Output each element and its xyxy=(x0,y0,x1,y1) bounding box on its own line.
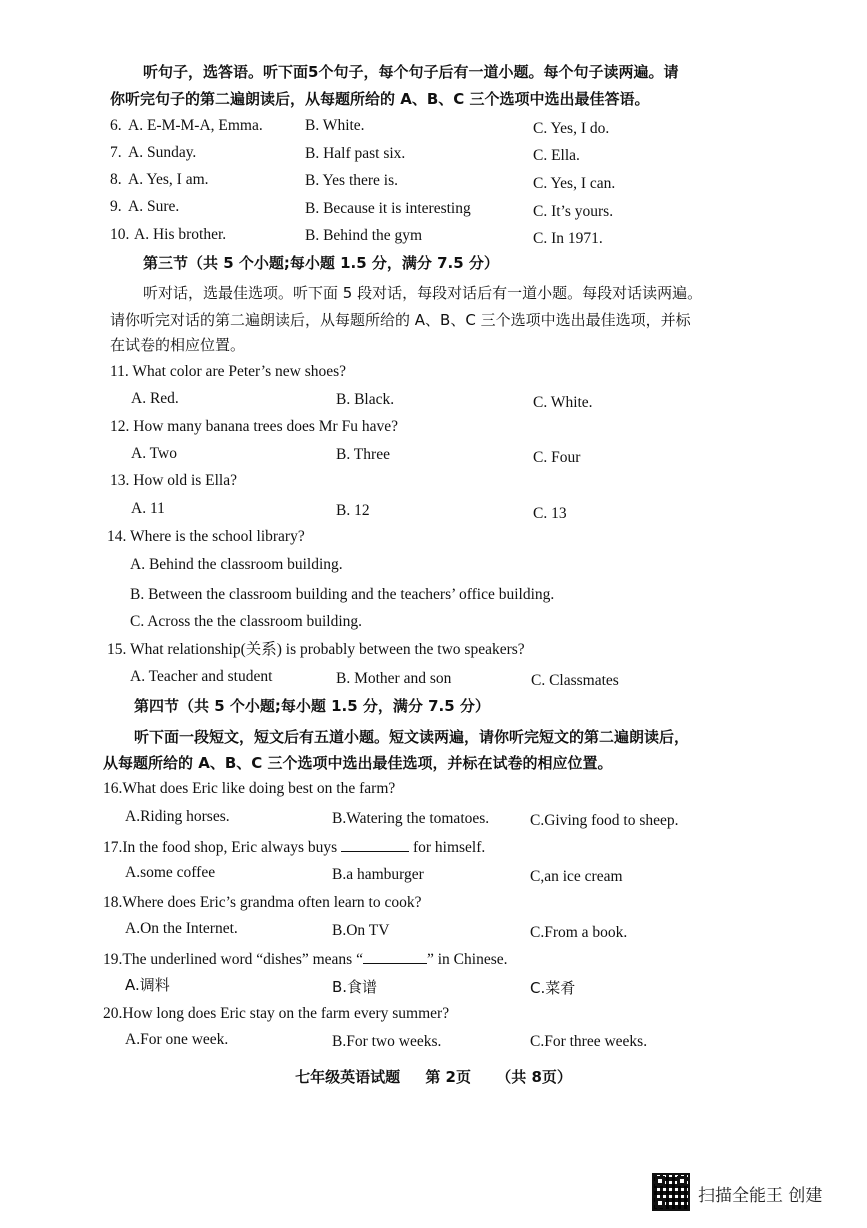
q12-option-c: C. Four xyxy=(533,449,581,466)
q14-stem: 14. Where is the school library? xyxy=(107,528,305,545)
q9-number: 9. xyxy=(110,198,122,215)
sec3-instr-line3: 在试卷的相应位置。 xyxy=(110,336,246,354)
footer-total: （共 8页） xyxy=(496,1068,572,1086)
sec3-heading: 第三节（共 5 个小题;每小题 1.5 分，满分 7.5 分） xyxy=(143,254,499,272)
q19-option-a: A.调料 xyxy=(125,976,170,994)
q17-stem xyxy=(103,836,485,858)
q13-option-b: B. 12 xyxy=(336,502,370,519)
sec4-instr-line1: 听下面一段短文，短文后有五道小题。短文读两遍，请你听完短文的第二遍朗读后， xyxy=(134,728,690,746)
q15-option-c: C. Classmates xyxy=(531,672,619,689)
q19-stem-end: ” in Chinese. xyxy=(426,951,508,968)
q10-option-a: A. His brother. xyxy=(134,226,227,243)
q14-option-b: B. Between the classroom building and the teachers’ office building. xyxy=(130,586,555,603)
q6-option-a: A. E-M-M-A, Emma. xyxy=(128,117,263,134)
q16-option-b: B.Watering the tomatoes. xyxy=(332,810,490,827)
q11-option-b: B. Black. xyxy=(336,391,395,408)
q16-option-c: C.Giving food to sheep. xyxy=(530,812,679,829)
q20-option-a: A.For one week. xyxy=(125,1031,229,1048)
sec3-instr-line2: 请你听完对话的第二遍朗读后，从每题所给的 A、B、C 三个选项中选出最佳选项，并标 xyxy=(110,311,691,329)
q6-number: 6. xyxy=(110,117,122,134)
sec2-instr-line2: 你听完句子的第二遍朗读后，从每题所给的 A、B、C 三个选项中选出最佳答语。 xyxy=(110,90,650,108)
q11-stem: 11. What color are Peter’s new shoes? xyxy=(110,363,347,380)
q6-option-b: B. White. xyxy=(305,117,365,134)
q7-number: 7. xyxy=(110,144,122,161)
q17-option-b: B.a hamburger xyxy=(332,866,424,883)
q16-stem: 16.What does Eric like doing best on the farm? xyxy=(103,780,396,797)
sec4-heading: 第四节（共 5 个小题;每小题 1.5 分，满分 7.5 分） xyxy=(134,697,490,715)
q11-option-a: A. Red. xyxy=(131,390,179,407)
q8-option-b: B. Yes there is. xyxy=(305,172,399,189)
q19-stem xyxy=(103,948,507,970)
q19-stem-start: 19.The underlined word “dishes” means “ xyxy=(103,951,363,968)
watermark-text: 扫描全能王 创建 xyxy=(698,1186,823,1206)
q11-option-c: C. White. xyxy=(533,394,593,411)
q15-option-a: A. Teacher and student xyxy=(130,668,273,685)
q8-option-a: A. Yes, I am. xyxy=(128,171,209,188)
q19-option-c: C.菜肴 xyxy=(530,979,576,997)
answer-blank xyxy=(363,948,427,964)
q15-stem: 15. What relationship(关系) is probably between the two speakers? xyxy=(107,641,525,658)
sec3-instr-line1: 听对话，选最佳选项。听下面 5 段对话，每段对话后有一道小题。每段对话读两遍。 xyxy=(143,284,703,302)
q14-option-a: A. Behind the classroom building. xyxy=(130,556,343,573)
q20-option-b: B.For two weeks. xyxy=(332,1033,442,1050)
q18-option-b: B.On TV xyxy=(332,922,390,939)
q18-option-a: A.On the Internet. xyxy=(125,920,238,937)
q14-option-c: C. Across the the classroom building. xyxy=(130,613,363,630)
q8-option-c: C. Yes, I can. xyxy=(533,175,616,192)
sec2-instr-line1: 听句子，选答语。听下面5个句子，每个句子后有一道小题。每个句子读两遍。请 xyxy=(143,63,679,81)
q7-option-a: A. Sunday. xyxy=(128,144,197,161)
q12-option-b: B. Three xyxy=(336,446,390,463)
q15-option-b: B. Mother and son xyxy=(336,670,452,687)
q7-option-c: C. Ella. xyxy=(533,147,580,164)
footer-subject: 七年级英语试题 xyxy=(295,1068,401,1086)
q20-stem: 20.How long does Eric stay on the farm every summer? xyxy=(103,1005,450,1022)
q9-option-a: A. Sure. xyxy=(128,198,180,215)
q10-option-c: C. In 1971. xyxy=(533,230,603,247)
answer-blank xyxy=(341,836,409,852)
q17-stem-end: for himself. xyxy=(412,839,486,856)
page-footer xyxy=(0,1066,867,1087)
q10-option-b: B. Behind the gym xyxy=(305,227,423,244)
sec4-instr-line2: 从每题所给的 A、B、C 三个选项中选出最佳选项，并标在试卷的相应位置。 xyxy=(103,754,613,772)
q13-option-c: C. 13 xyxy=(533,505,567,522)
q17-stem-start: 17.In the food shop, Eric always buys xyxy=(103,839,338,856)
q9-option-b: B. Because it is interesting xyxy=(305,200,471,217)
q8-number: 8. xyxy=(110,171,122,188)
q16-option-a: A.Riding horses. xyxy=(125,808,230,825)
q12-option-a: A. Two xyxy=(131,445,177,462)
q13-option-a: A. 11 xyxy=(131,500,165,517)
q6-option-c: C. Yes, I do. xyxy=(533,120,610,137)
q10-number: 10. xyxy=(110,226,130,243)
qr-code-icon xyxy=(652,1173,690,1211)
q12-stem: 12. How many banana trees does Mr Fu have? xyxy=(110,418,398,435)
q19-option-b: B.食谱 xyxy=(332,978,378,996)
q7-option-b: B. Half past six. xyxy=(305,145,406,162)
footer-page: 第 2页 xyxy=(425,1068,471,1086)
q9-option-c: C. It’s yours. xyxy=(533,203,614,220)
q18-stem: 18.Where does Eric’s grandma often learn to cook? xyxy=(103,894,422,911)
q17-option-a: A.some coffee xyxy=(125,864,216,881)
q13-stem: 13. How old is Ella? xyxy=(110,472,237,489)
q18-option-c: C.From a book. xyxy=(530,924,628,941)
q20-option-c: C.For three weeks. xyxy=(530,1033,648,1050)
q17-option-c: C,an ice cream xyxy=(530,868,623,885)
